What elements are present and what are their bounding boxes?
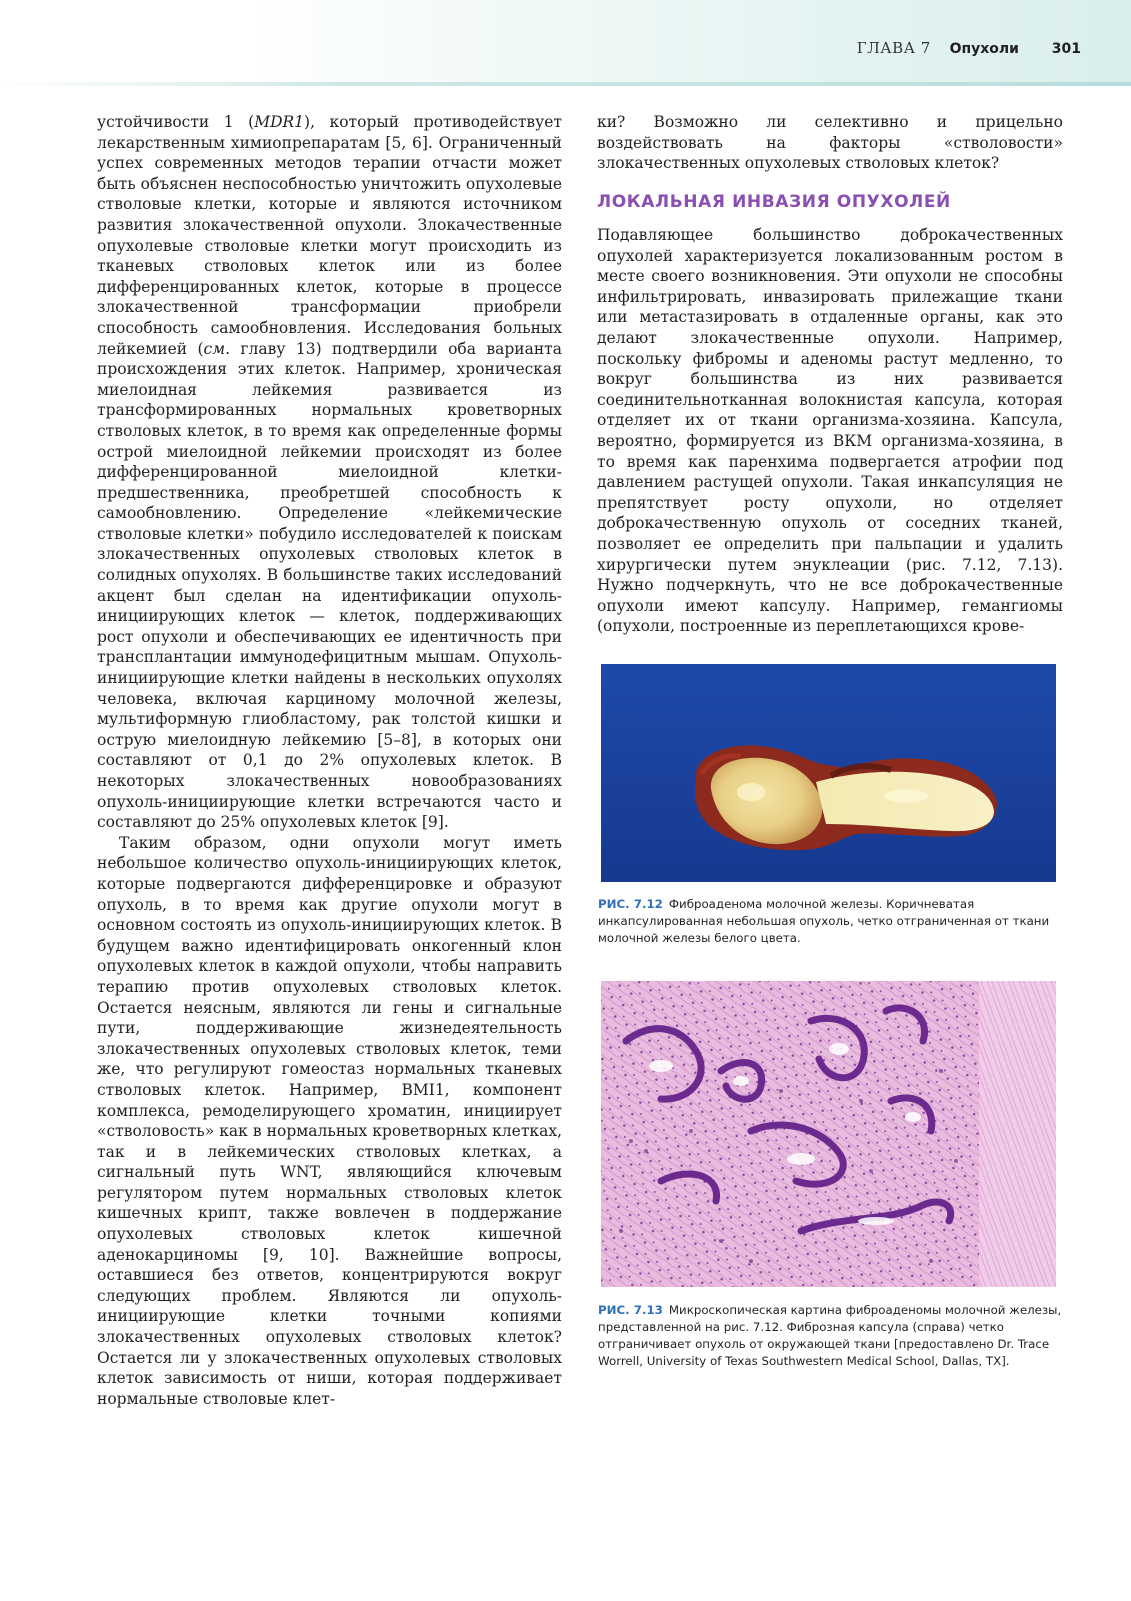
left-column bbox=[97, 112, 562, 1409]
page-number: 301 bbox=[1051, 41, 1081, 57]
left-paragraph-1 bbox=[97, 112, 562, 833]
gene-name: MDR1 bbox=[254, 113, 305, 131]
right-column-continuation bbox=[597, 112, 1063, 174]
text-run: ), который противодействует лекарственным химиопрепаратам [5, 6]. Ограниченный успех современных методов терапии отчасти может быть объяснен неспособностью уничтожить опухолевые стволовые клетки, которые и являются источником развития злокачественной опухоли. Злокачественные опухолевые стволовые клетки могут происходить из тканевых стволовых клеток или из более дифференцированных клеток, которые в процессе злокачественной трансформации приобрели способность самообновления. Исследования больных лейкемией ( bbox=[97, 113, 563, 358]
see-reference: см. bbox=[203, 339, 231, 358]
figure-label: РИС. 7.12 bbox=[598, 897, 663, 911]
figure-7-12-caption bbox=[598, 896, 1062, 947]
chapter-label: ГЛАВА 7 bbox=[856, 39, 931, 57]
right-column-body bbox=[597, 225, 1063, 637]
continuation-paragraph: ки? Возможно ли селективно и прицельно воздействовать на факторы «стволовости» злокачественных опухолевых стволовых клеток? bbox=[597, 113, 1063, 173]
chapter-title: Опухоли bbox=[949, 41, 1019, 57]
text-run: главу 13) подтвердили оба варианта происхождения этих клеток. Например, хроническая миелоидная лейкемия развивается из трансформированных нормальных кроветворных стволовых клеток, в то время как определенные формы острой миелоидной лейкемии происходят из более дифференцированной миелоидной клетки-предшественника, преобретшей способность к самообновлению. Определение «лейкемические стволовые клетки» побудило исследователей к поискам злокачественных опухолевых стволовых клеток в солидных опухолях. В большинстве таких исследований акцент был сделан на идентификации опухоль-инициирующих клеток — клеток, поддерживающих рост опухоли и обеспечивающих ее идентичность при трансплантации иммунодефицитным мышам. Опухоль-инициирующие клетки найдены в нескольких опухолях человека, включая карциному молочной железы, мультиформную глиобластому, рак толстой кишки и острую миелоидную лейкемию [5–8], в которых они составляют от 0,1 до 2% опухолевых клеток. В некоторых злокачественных новообразованиях опухоль-инициирующие клетки встречаются часто и составляют до 25% опухолевых клеток [9]. bbox=[97, 339, 562, 832]
figure-label: РИС. 7.13 bbox=[598, 1303, 663, 1317]
figure-7-13-caption bbox=[598, 1302, 1062, 1370]
figure-7-12-photo bbox=[601, 664, 1056, 882]
running-head bbox=[857, 38, 1081, 59]
caption-text: Микроскопическая картина фиброаденомы молочной железы, представленной на рис. 7.12. Фиброзная капсула (справа) четко отграничивает опухоль от окружающей ткани [предоставлено Dr. Trace Worrell, University of Texas Southwestern Medical School, Dallas, TX]. bbox=[598, 1303, 1062, 1368]
fibroadenoma-specimen-image bbox=[601, 664, 1056, 882]
left-paragraph-2: Таким образом, одни опухоли могут иметь небольшое количество опухоль-инициирующих клеток, которые подвергаются дифференцировке и образуют опухоль, в то время как другие опухоли могут в основном состоять из опухоль-инициирующих клеток. В будущем важно идентифицировать онкогенный клон опухолевых клеток в каждой опухоли, чтобы направить терапию против опухолевых стволовых клеток. Остается неясным, являются ли гены и сигнальные пути, поддерживающие жизнедеятельность злокачественных опухолевых стволовых клеток, теми же, что регулируют гомеостаз нормальных тканевых стволовых клеток. Например, BMI1, компонент комплекса, ремоделирующего хроматин, инициирует «стволовость» как в нормальных кроветворных клетках, так и в лейкемических стволовых клетках, а сигнальный путь WNT, являющийся ключевым регулятором путем нормальных стволовых клеток кишечных крипт, также вовлечен в поддержание опухолевых стволовых клеток кишечной аденокарциномы [9, 10]. Важнейшие вопросы, оставшиеся без ответов, концентрируются вокруг следующих проблем. Являются ли опухоль-инициирующие клетки точными копиями злокачественных опухолевых стволовых клеток? Остается ли у злокачественных опухолевых стволовых клеток зависимость от ниши, которая поддерживает нормальные стволовые клет- bbox=[97, 833, 562, 1408]
text-run: устойчивости 1 ( bbox=[97, 113, 255, 131]
caption-text: Фиброаденома молочной железы. Коричневатая инкапсулированная небольшая опухоль, четко отграниченная от ткани молочной железы белого цвета. bbox=[598, 897, 1050, 945]
right-paragraph-1: Подавляющее большинство доброкачественных опухолей характеризуется локализованным ростом в месте своего возникновения. Эти опухоли не способны инфильтрировать, инвазировать прилежащие ткани или метастазировать в отдаленные органы, как это делают злокачественные опухоли. Например, поскольку фибромы и аденомы растут медленно, то вокруг большинства из них развивается соединительнотканная волокнистая капсула, которая отделяет их от ткани организма-хозяина. Капсула, вероятно, формируется из ВКМ организма-хозяина, в то время как паренхима подвергается атрофии под давлением растущей опухоли. Такая инкапсуляция не препятствует росту опухоли, но отделяет доброкачественную опухоль от соседних тканей, позволяет ее определить при пальпации и удалить хирургически путем энуклеации (рис. 7.12, 7.13). Нужно подчеркнуть, что не все доброкачественные опухоли имеют капсулу. Например, гемангиомы (опухоли, построенные из переплетающихся крове- bbox=[597, 226, 1063, 636]
histology-image bbox=[601, 981, 1056, 1287]
figure-7-13-micrograph bbox=[601, 981, 1056, 1287]
header-rule bbox=[0, 82, 1131, 86]
section-heading: ЛОКАЛЬНАЯ ИНВАЗИЯ ОПУХОЛЕЙ bbox=[597, 192, 951, 212]
